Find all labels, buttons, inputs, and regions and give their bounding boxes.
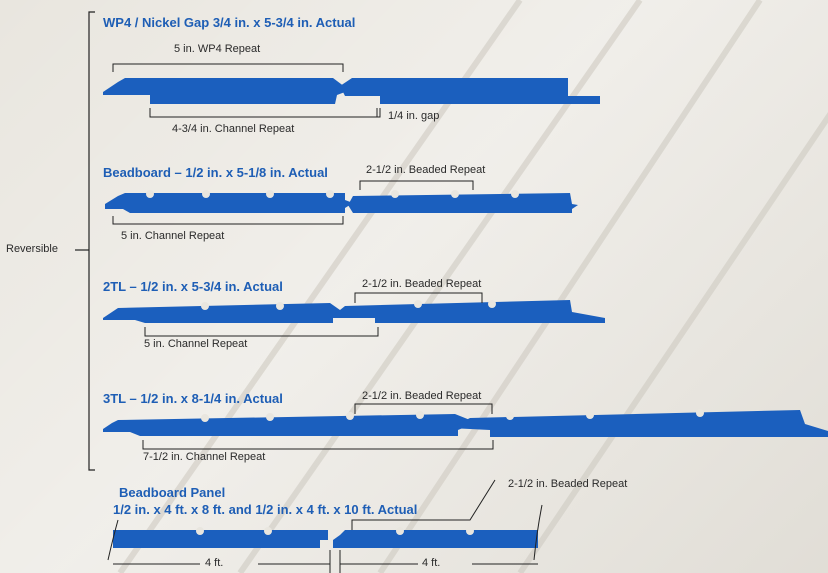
panel-left-dimension: 4 ft. (205, 557, 224, 569)
beadboard-bottom-dimension: 5 in. Channel Repeat (121, 230, 225, 242)
beadboard-top-dimension: 2-1/2 in. Beaded Repeat (366, 164, 486, 176)
panel-right-dimension: 4 ft. (422, 557, 441, 569)
wp4-gap-label: 1/4 in. gap (388, 110, 440, 122)
wp4-title: WP4 / Nickel Gap 3/4 in. x 5-3/4 in. Actual (103, 15, 356, 30)
2tl-top-dimension: 2-1/2 in. Beaded Repeat (362, 278, 482, 290)
wp4-top-dimension: 5 in. WP4 Repeat (174, 43, 261, 55)
2tl-bottom-dimension: 5 in. Channel Repeat (144, 338, 248, 350)
3tl-profile (103, 409, 828, 437)
2tl-profile (103, 300, 605, 323)
beadboard-title: Beadboard – 1/2 in. x 5-1/8 in. Actual (103, 165, 328, 180)
reversible-label: Reversible (6, 243, 58, 255)
panel-title-line2: 1/2 in. x 4 ft. x 8 ft. and 1/2 in. x 4 ft. x 10 ft. Actual (113, 502, 418, 517)
panel-top-dimension: 2-1/2 in. Beaded Repeat (508, 478, 628, 490)
panel-title-line1: Beadboard Panel (119, 485, 226, 500)
3tl-title: 3TL – 1/2 in. x 8-1/4 in. Actual (103, 391, 283, 406)
3tl-top-dimension: 2-1/2 in. Beaded Repeat (362, 390, 482, 402)
3tl-bottom-dimension: 7-1/2 in. Channel Repeat (143, 451, 266, 463)
reversible-bracket (75, 12, 95, 470)
wp4-profile (103, 78, 600, 104)
beadboard-panel-profile (113, 527, 538, 548)
2tl-title: 2TL – 1/2 in. x 5-3/4 in. Actual (103, 279, 283, 294)
wp4-bottom-dimension: 4-3/4 in. Channel Repeat (172, 123, 295, 135)
